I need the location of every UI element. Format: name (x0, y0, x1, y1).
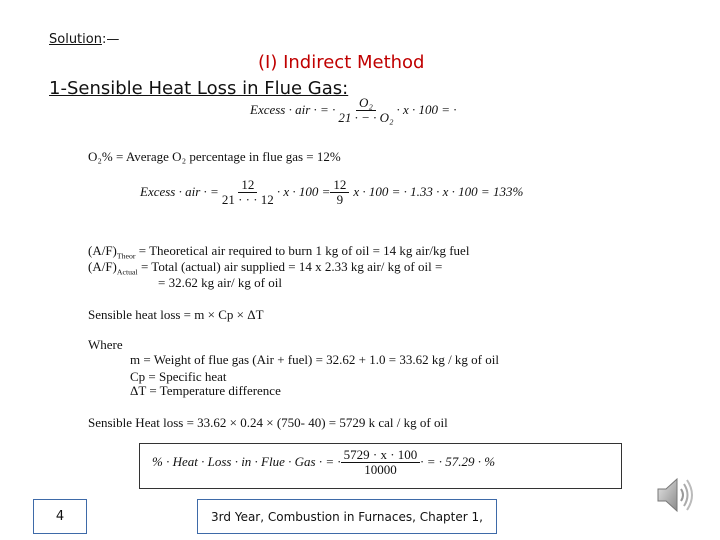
ex2-numerator-2: 12 (330, 178, 349, 193)
percentage-formula-box (139, 443, 622, 489)
ex2-denominator-1: 21 · · · 12 (221, 191, 274, 207)
af-theoretical-line (88, 243, 469, 261)
excess-air-fraction (335, 96, 396, 124)
excess-air-calculation (140, 178, 523, 206)
where-label: Where (88, 337, 123, 352)
course-footer-box (197, 499, 497, 534)
course-footer-text: 3rd Year, Combustion in Furnaces, Chapter 1, (211, 509, 483, 524)
af-actual-text: = Total (actual) air supplied = 14 x 2.33 kg air/ kg of oil = (140, 259, 443, 274)
ex2-tail: x · 100 = · 1.33 · x · 100 = 133% (353, 184, 524, 200)
ex2-label: Excess · air · = (140, 184, 219, 200)
af-actual-subscript: Actual (116, 267, 138, 277)
af-theor-text: = Theoretical air required to burn 1 kg of oil = 14 kg air/kg fuel (138, 243, 470, 258)
o2-definition: O₂% = Average O₂ percentage in flue gas = 12% (88, 149, 341, 164)
af-actual-symbol: (A/F) (88, 259, 117, 274)
af-actual-line (88, 259, 442, 277)
excess-air-denominator: 21 · − · O₂ (338, 109, 394, 125)
ex2-fraction-1 (219, 178, 277, 206)
af-theor-subscript: Theor (116, 251, 136, 261)
speaker-icon[interactable] (652, 472, 698, 518)
page-number-box (33, 499, 87, 534)
page-number: 4 (55, 509, 65, 524)
ex2-denominator-2: 9 (336, 191, 344, 207)
pct-numerator: 5729 · x · 100 (341, 448, 421, 463)
af-theor-symbol: (A/F) (88, 243, 117, 258)
pct-denominator: 10000 (364, 461, 397, 477)
pct-tail: · = · 57.29 · % (420, 454, 496, 470)
method-title: (I) Indirect Method (258, 52, 425, 73)
definition-dt: ΔT = Temperature difference (130, 383, 281, 398)
pct-fraction (341, 448, 421, 476)
excess-air-tail: · x · 100 = · (396, 102, 457, 118)
sensible-heat-formula: Sensible heat loss = m × Cp × ΔT (88, 307, 264, 322)
pct-label: % · Heat · Loss · in · Flue · Gas · = · (152, 454, 341, 470)
section-heading: 1-Sensible Heat Loss in Flue Gas: (49, 78, 349, 99)
solution-label: Solution (49, 32, 102, 47)
percentage-formula (152, 448, 495, 476)
definition-m: m = Weight of flue gas (Air + fuel) = 32.62 + 1.0 = 33.62 kg / kg of oil (130, 352, 499, 367)
definition-cp: Cp = Specific heat (130, 369, 227, 384)
solution-heading (49, 32, 119, 47)
ex2-numerator-1: 12 (238, 178, 257, 193)
excess-air-numerator: O₂ (356, 96, 376, 111)
af-actual-continuation: = 32.62 kg air/ kg of oil (158, 275, 282, 290)
sensible-heat-result: Sensible Heat loss = 33.62 × 0.24 × (750- 40) = 5729 k cal / kg of oil (88, 415, 448, 430)
ex2-fraction-2 (330, 178, 349, 206)
solution-suffix: :— (101, 32, 120, 47)
excess-air-formula (250, 96, 457, 124)
excess-air-label: Excess · air · = · (250, 102, 336, 118)
ex2-mid: · x · 100 = (276, 184, 331, 200)
